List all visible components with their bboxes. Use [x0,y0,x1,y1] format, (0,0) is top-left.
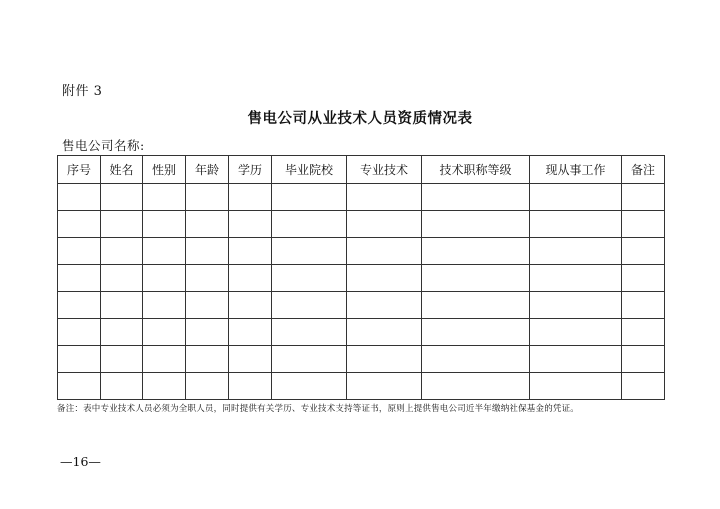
table-row [58,292,665,319]
table-cell[interactable] [101,292,143,319]
table-cell[interactable] [422,292,530,319]
table-cell[interactable] [229,265,272,292]
table-cell[interactable] [422,346,530,373]
table-cell[interactable] [58,238,101,265]
table-cell[interactable] [143,238,186,265]
table-cell[interactable] [143,292,186,319]
table-cell[interactable] [186,373,229,400]
table-cell[interactable] [101,184,143,211]
table-cell[interactable] [143,373,186,400]
table-cell[interactable] [58,184,101,211]
table-cell[interactable] [422,319,530,346]
table-header-row [58,156,665,184]
header-age: 年龄 [186,156,229,184]
table-cell[interactable] [272,319,347,346]
table-cell[interactable] [422,373,530,400]
table-cell[interactable] [347,319,422,346]
table-cell[interactable] [143,346,186,373]
table-cell[interactable] [622,346,665,373]
table-cell[interactable] [272,184,347,211]
table-cell[interactable] [347,238,422,265]
table-cell[interactable] [229,238,272,265]
table-cell[interactable] [347,346,422,373]
table-row [58,211,665,238]
table-cell[interactable] [347,184,422,211]
table-row [58,319,665,346]
table-cell[interactable] [58,346,101,373]
table-cell[interactable] [272,292,347,319]
table-cell[interactable] [530,238,622,265]
table-cell[interactable] [272,211,347,238]
table-cell[interactable] [422,265,530,292]
table-cell[interactable] [186,265,229,292]
table-cell[interactable] [143,184,186,211]
table-cell[interactable] [58,265,101,292]
table-cell[interactable] [229,319,272,346]
table-cell[interactable] [272,265,347,292]
table-cell[interactable] [622,265,665,292]
table-cell[interactable] [229,346,272,373]
table-cell[interactable] [347,373,422,400]
table-row [58,265,665,292]
header-current-work: 现从事工作 [530,156,622,184]
table-cell[interactable] [58,211,101,238]
table-cell[interactable] [272,373,347,400]
table-cell[interactable] [530,373,622,400]
table-cell[interactable] [58,319,101,346]
table-cell[interactable] [622,319,665,346]
document-title: 售电公司从业技术人员资质情况表 [247,110,473,127]
header-graduated-school: 毕业院校 [272,156,347,184]
table-cell[interactable] [186,346,229,373]
company-name-label: 售电公司名称: [62,138,145,153]
table-cell[interactable] [101,373,143,400]
qualification-table [57,155,665,400]
table-cell[interactable] [272,346,347,373]
table-cell[interactable] [530,346,622,373]
attachment-label: 附件 3 [62,84,103,99]
table-cell[interactable] [229,184,272,211]
table-cell[interactable] [622,373,665,400]
table-cell[interactable] [229,292,272,319]
header-technical-title-level: 技术职称等级 [422,156,530,184]
header-specialty: 专业技术 [347,156,422,184]
table-cell[interactable] [622,292,665,319]
table-cell[interactable] [422,211,530,238]
table-cell[interactable] [186,292,229,319]
table-cell[interactable] [530,319,622,346]
table-cell[interactable] [622,211,665,238]
table-cell[interactable] [58,292,101,319]
table-body [58,184,665,400]
table-row [58,373,665,400]
table-cell[interactable] [530,292,622,319]
table-cell[interactable] [143,265,186,292]
table-cell[interactable] [101,346,143,373]
table-cell[interactable] [622,184,665,211]
table-cell[interactable] [101,238,143,265]
table-cell[interactable] [186,238,229,265]
table-cell[interactable] [186,319,229,346]
table-cell[interactable] [229,211,272,238]
footnote: 备注：表中专业技术人员必须为全职人员，同时提供有关学历、专业技术支持等证书，原则上提供售电公司近半年缴纳社保基金的凭证。 [57,404,580,414]
table-cell[interactable] [143,319,186,346]
table-cell[interactable] [101,211,143,238]
table-cell[interactable] [143,211,186,238]
table-cell[interactable] [347,211,422,238]
table-cell[interactable] [186,211,229,238]
table-cell[interactable] [347,265,422,292]
table-row [58,184,665,211]
table-cell[interactable] [101,319,143,346]
table-cell[interactable] [530,211,622,238]
table-cell[interactable] [530,265,622,292]
header-gender: 性别 [143,156,186,184]
table-cell[interactable] [272,238,347,265]
table-cell[interactable] [347,292,422,319]
header-remarks: 备注 [622,156,665,184]
table-cell[interactable] [186,184,229,211]
header-name: 姓名 [101,156,143,184]
page-number: —16— [60,454,101,469]
table-cell[interactable] [229,373,272,400]
table-cell[interactable] [622,238,665,265]
table-cell[interactable] [101,265,143,292]
header-education: 学历 [229,156,272,184]
table-cell[interactable] [58,373,101,400]
table-cell[interactable] [530,184,622,211]
table-row [58,346,665,373]
table-cell[interactable] [422,238,530,265]
table-row [58,238,665,265]
table-cell[interactable] [422,184,530,211]
header-serial-number: 序号 [58,156,101,184]
